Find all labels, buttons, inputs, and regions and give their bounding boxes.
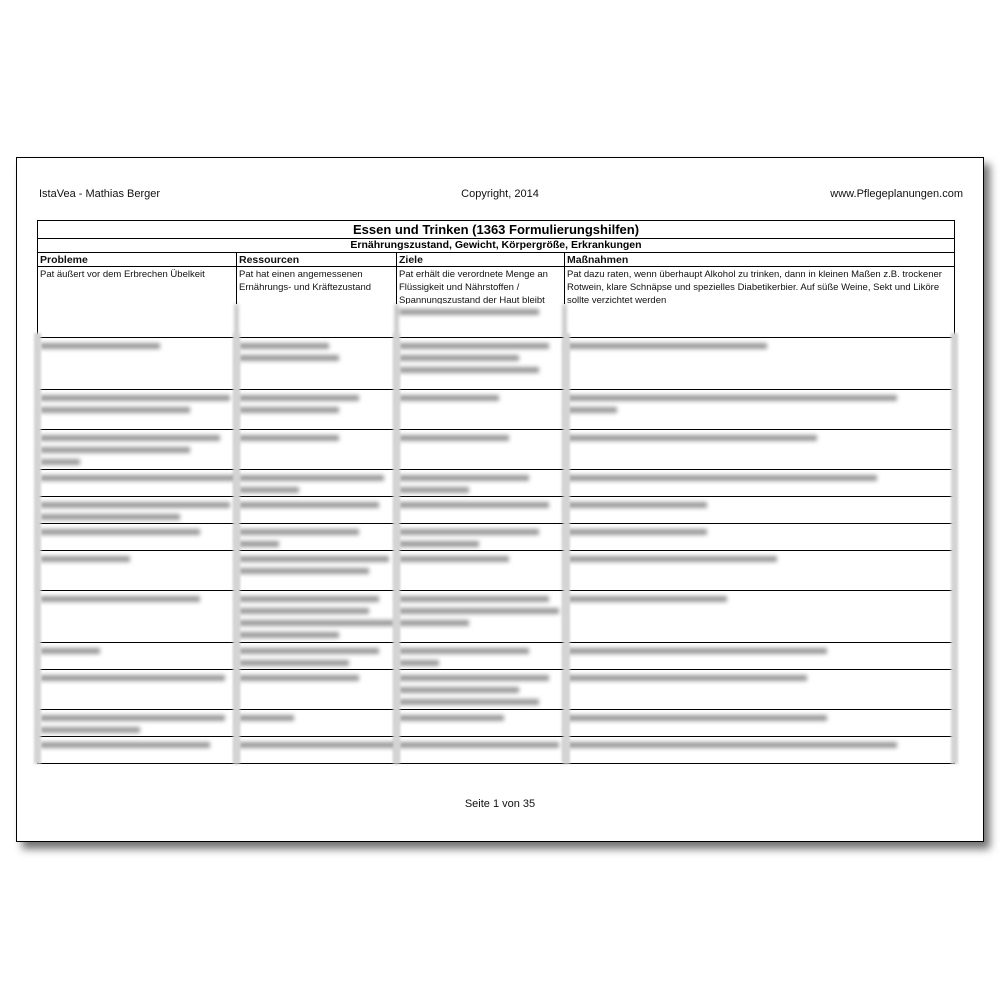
table-row-blurred [38, 737, 954, 764]
table-row-blurred [38, 430, 954, 470]
table-subtitle: Ernährungszustand, Gewicht, Körpergröße, Erkrankungen [37, 239, 955, 253]
cell-massnahmen: Pat dazu raten, wenn überhaupt Alkohol zu trinken, dann in kleinen Maßen z.B. trockener Rotwein, klare Schnäpse und spezielles Diabetikerbier. Auf süße Weine, Sekt und Liköre sollte verzichtet werden [567, 269, 942, 304]
column-header-probleme: Probleme [38, 253, 237, 266]
table-row-blurred [38, 551, 954, 591]
table-row-blurred [38, 710, 954, 737]
cell-ziele: Pat erhält die verordnete Menge an Flüssigkeit und Nährstoffen / Spannungszustand der Haut bleibt [397, 267, 565, 304]
care-plan-table [37, 220, 955, 764]
document-page [16, 157, 984, 842]
table-row-blurred [38, 670, 954, 710]
cell-probleme: Pat äußert vor dem Erbrechen Übelkeit [38, 267, 237, 304]
page-number: Seite 1 von 35 [464, 798, 536, 810]
table-row-blurred [38, 338, 954, 390]
header-author: IstaVea - Mathias Berger [39, 188, 161, 200]
column-header-ressourcen: Ressourcen [237, 253, 397, 266]
blurred-rows [38, 304, 954, 764]
table-row-blurred [38, 524, 954, 551]
table-row-blurred [38, 390, 954, 430]
table-row-blurred [38, 470, 954, 497]
table-row-blurred [38, 304, 954, 338]
column-header-ziele: Ziele [397, 253, 565, 266]
table-row [38, 267, 954, 304]
table-row-blurred [38, 497, 954, 524]
table-row-blurred [38, 643, 954, 670]
header-copyright: Copyright, 2014 [461, 188, 539, 200]
table-row-blurred [38, 591, 954, 643]
cell-ressourcen: Pat hat einen angemessenen Ernährungs- und Kräftezustand [237, 267, 397, 304]
table-grid [37, 253, 955, 764]
header-website: www.Pflegeplanungen.com [830, 188, 963, 200]
table-header-row [38, 253, 954, 267]
table-title: Essen und Trinken (1363 Formulierungshilfen) [37, 220, 955, 239]
column-header-massnahmen: Maßnahmen [567, 254, 629, 266]
